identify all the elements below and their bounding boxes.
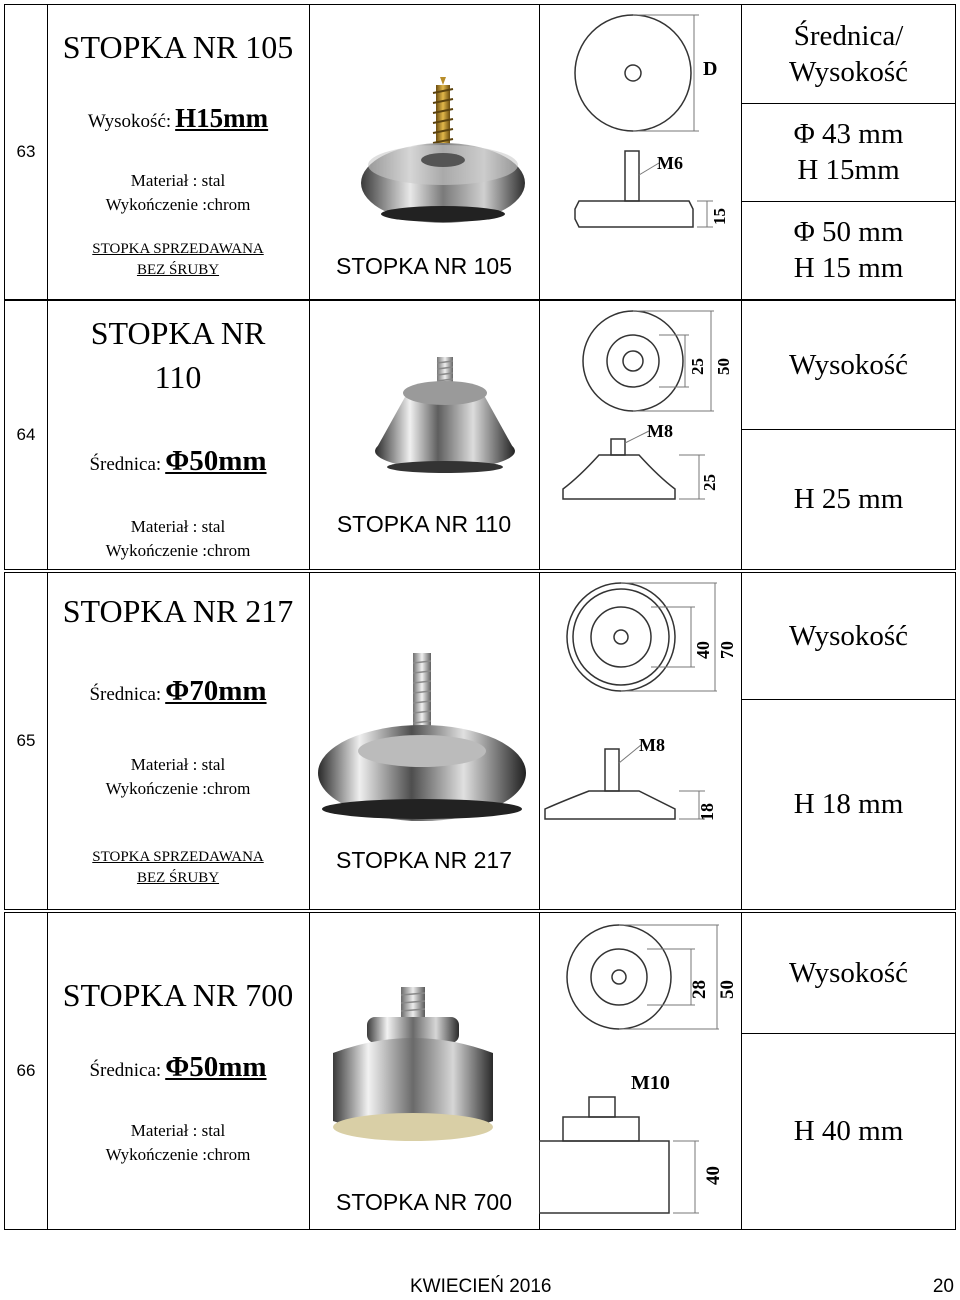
technical-drawing — [539, 301, 741, 569]
dims-header — [742, 573, 955, 700]
product-photo — [309, 913, 540, 1229]
drawing-label-height: 40 — [703, 1166, 724, 1185]
spec-line — [47, 1051, 309, 1084]
drawing-label-thread: M10 — [631, 1072, 670, 1094]
drawing-label-inner: 40 — [693, 641, 713, 659]
row-number: 66 — [5, 913, 48, 1229]
finish-text: Wykończenie :chrom — [105, 1145, 251, 1164]
product-title: STOPKA NR 700 — [62, 977, 294, 1013]
finish-text: Wykończenie :chrom — [105, 195, 251, 214]
footer-date: KWIECIEŃ 2016 — [410, 1276, 552, 1297]
dims-header — [742, 301, 955, 430]
drawing-label-inner: 25 — [688, 358, 707, 375]
dimensions-column — [741, 573, 955, 909]
dims-value-text: H 18 mm — [793, 788, 904, 820]
dims-value-1 — [742, 103, 955, 202]
technical-drawing — [539, 913, 741, 1229]
product-title: STOPKA NR 105 — [62, 29, 294, 65]
photo-caption: STOPKA NR 110 — [336, 511, 512, 537]
drawing-label-outer: 70 — [717, 641, 737, 659]
finish-text: Wykończenie :chrom — [105, 779, 251, 798]
photo-caption: STOPKA NR 700 — [336, 1189, 512, 1215]
product-row-66 — [4, 912, 956, 1230]
dims-value-text: H 40 mm — [793, 1115, 904, 1147]
no-screw-note: STOPKA SPRZEDAWANA BEZ ŚRUBY — [92, 241, 264, 278]
row-number: 65 — [5, 573, 48, 909]
drawing-svg — [539, 573, 741, 911]
spec-value: H15mm — [175, 103, 269, 133]
drawing-label-thread: M6 — [657, 153, 683, 173]
product-title — [87, 311, 269, 399]
drawing-label-thread: M8 — [639, 735, 665, 755]
drawing-label-height: 25 — [700, 474, 719, 491]
technical-drawing — [539, 573, 741, 909]
dimensions-column — [741, 913, 955, 1229]
drawing-label-height: 18 — [697, 803, 717, 821]
spec-label: Średnica: — [89, 684, 162, 705]
drawing-label-outer: 50 — [717, 980, 738, 999]
drawing-label-thread: M8 — [647, 421, 673, 441]
spec-value: Φ50mm — [165, 1051, 267, 1083]
product-description — [47, 913, 310, 1229]
dims-header — [742, 913, 955, 1034]
photo-caption: STOPKA NR 105 — [336, 253, 512, 279]
spec-label: Wysokość: — [87, 111, 172, 132]
spec-value: Φ70mm — [165, 675, 267, 707]
product-photo — [309, 301, 540, 569]
material-text: Materiał : stal — [130, 517, 226, 536]
material-text: Materiał : stal — [130, 171, 226, 190]
product-title: STOPKA NR 217 — [62, 593, 294, 629]
finish-text: Wykończenie :chrom — [105, 541, 251, 560]
dimensions-column — [741, 5, 955, 299]
spec-line — [47, 103, 309, 134]
product-title-text: STOPKA NR 110 — [90, 315, 266, 395]
dims-value-text: Φ 43 mm H 15mm — [793, 118, 904, 186]
dims-header-text: Wysokość — [788, 957, 909, 989]
spec-line — [47, 675, 309, 708]
material-text: Materiał : stal — [130, 1121, 226, 1140]
dims-value-1 — [742, 429, 955, 569]
spec-label: Średnica: — [89, 1060, 162, 1081]
product-row-64 — [4, 300, 956, 570]
no-screw-note: STOPKA SPRZEDAWANA BEZ ŚRUBY — [92, 849, 264, 886]
product-photo — [309, 573, 540, 909]
drawing-label-inner: 28 — [689, 980, 710, 999]
dims-value-2 — [742, 201, 955, 299]
spec-line — [47, 445, 309, 478]
drawing-label-outer: 50 — [714, 358, 733, 375]
dims-header-text: Wysokość — [788, 620, 909, 652]
dims-header-text: Średnica/ Wysokość — [788, 20, 909, 88]
dimensions-column — [741, 301, 955, 569]
product-description — [47, 301, 310, 569]
dims-value-1 — [742, 1033, 955, 1229]
product-row-63 — [4, 4, 956, 300]
dims-header-text: Wysokość — [788, 349, 909, 381]
spec-label: Średnica: — [89, 454, 162, 475]
drawing-label-height: 15 — [710, 208, 729, 225]
foot-photo-image — [309, 913, 539, 1231]
row-number: 63 — [5, 5, 48, 299]
dims-value-text: Φ 50 mm H 15 mm — [793, 216, 904, 284]
spec-value: Φ50mm — [165, 445, 267, 477]
dims-header — [742, 5, 955, 104]
drawing-svg — [539, 5, 741, 301]
material-text: Materiał : stal — [130, 755, 226, 774]
page-number: 20 — [932, 1276, 954, 1297]
product-description — [47, 5, 310, 299]
photo-caption: STOPKA NR 217 — [336, 847, 512, 873]
product-description — [47, 573, 310, 909]
dims-value-1 — [742, 699, 955, 909]
row-number: 64 — [5, 301, 48, 569]
product-photo — [309, 5, 540, 299]
technical-drawing — [539, 5, 741, 299]
product-row-65 — [4, 572, 956, 910]
dims-value-text: H 25 mm — [793, 483, 904, 515]
drawing-svg — [539, 913, 741, 1231]
drawing-svg — [539, 301, 741, 571]
drawing-label-d: D — [703, 58, 718, 80]
